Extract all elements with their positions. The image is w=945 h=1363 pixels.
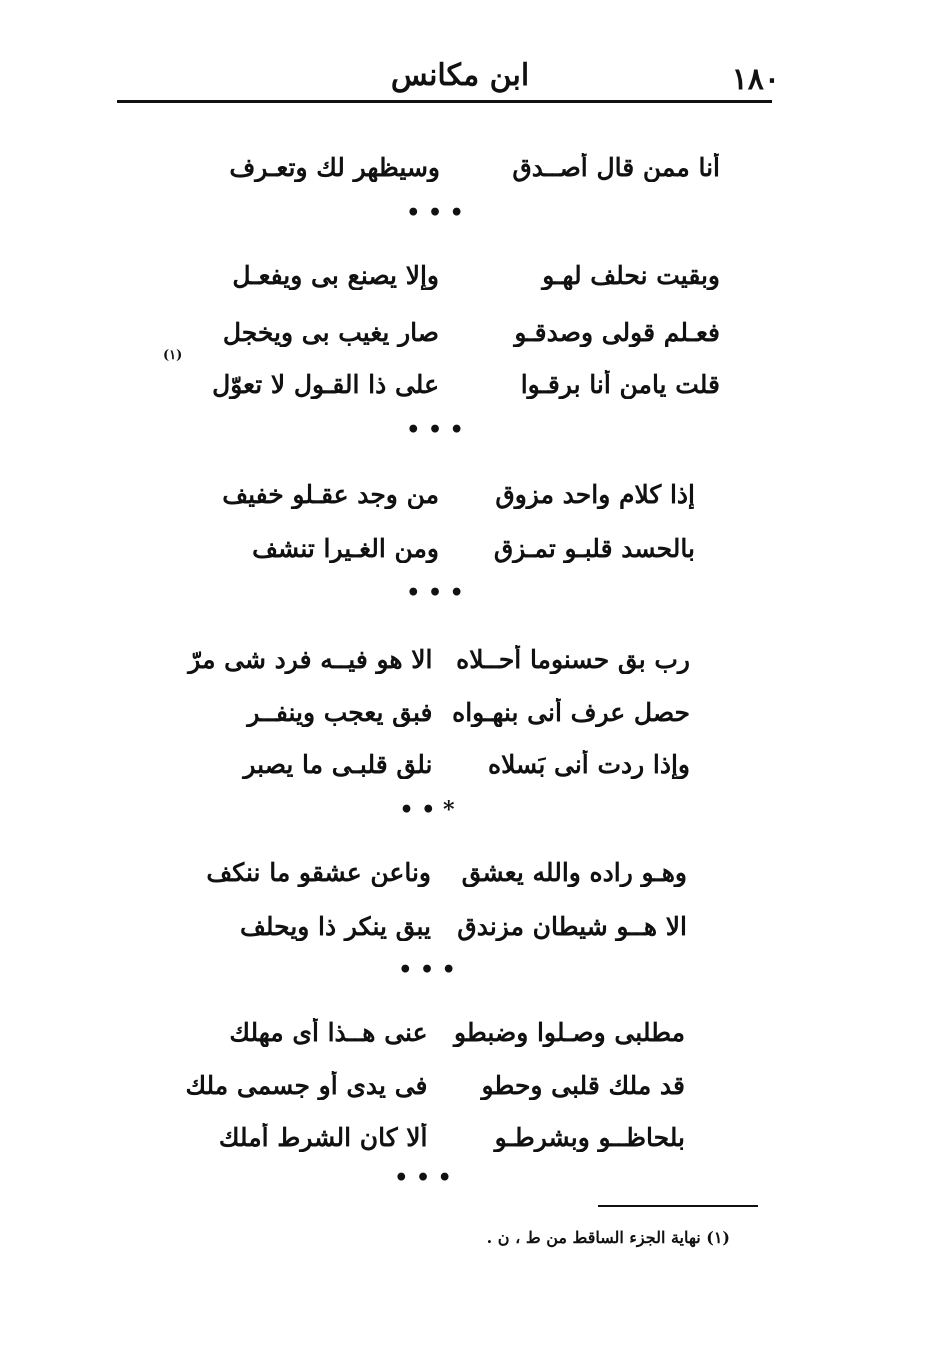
- stanza-separator: • • •: [394, 1165, 452, 1191]
- first-hemistich: بلحاظــو وبشرطـو: [494, 1122, 685, 1152]
- second-hemistich: ومن الغـيرا تنشف: [252, 533, 439, 563]
- first-hemistich: وإذا ردت أنى بَسلاه: [488, 749, 690, 779]
- second-hemistich: وإلا يصنع بى ويفعـل: [232, 260, 439, 290]
- first-hemistich: وبقيت نحلف لهـو: [542, 260, 720, 290]
- second-hemistich: فى يدى أو جسمى ملك: [185, 1070, 428, 1100]
- first-hemistich: فعـلم قولى وصدقـو: [514, 317, 720, 347]
- verse-line: [160, 145, 720, 189]
- second-hemistich: من وجد عقـلو خفيف: [222, 479, 439, 509]
- first-hemistich: حصل عرف أنى بنهـواه: [452, 697, 690, 727]
- second-hemistich: وناعن عشقو ما ننكف: [206, 857, 431, 887]
- stanza-separator: • • •: [406, 200, 464, 226]
- stanza-separator: • • •: [406, 580, 464, 606]
- second-hemistich: يبق ينكر ذا ويحلف: [240, 911, 431, 941]
- verse-line: [175, 850, 687, 894]
- second-hemistich: عنى هــذا أى مهلك: [229, 1017, 428, 1047]
- second-hemistich: نلق قلبـى ما يصبر: [243, 749, 433, 779]
- running-title: ابن مكانس: [390, 58, 530, 93]
- stanza-separator: • • •: [398, 957, 456, 983]
- verse-line: [183, 526, 695, 570]
- first-hemistich: أنا ممن قال أصــدق: [512, 152, 720, 182]
- verse-line: [170, 1063, 685, 1107]
- first-hemistich: وهـو راده والله يعشق: [461, 857, 687, 887]
- header-rule: [117, 100, 772, 103]
- verse-line: [175, 690, 690, 734]
- verse-line: [158, 253, 720, 297]
- stanza-separator: • • •: [406, 417, 464, 443]
- verse-line: [158, 362, 720, 406]
- second-hemistich: فبق يعجب وينفــر: [247, 697, 433, 727]
- verse-line: [170, 1115, 685, 1159]
- second-hemistich: وسيظهر لك وتعـرف: [229, 152, 440, 182]
- second-hemistich: صار يغيب بى ويخجل: [222, 317, 439, 347]
- footnote-reference: (١): [163, 348, 183, 363]
- first-hemistich: مطلبى وصـلوا وضبطو: [454, 1017, 685, 1047]
- first-hemistich: إذا كلام واحد مزوق: [495, 479, 695, 509]
- first-hemistich: قلت يامن أنا برقـوا: [520, 369, 720, 399]
- verse-line: [175, 742, 690, 786]
- page-number: ١٨٠: [731, 62, 780, 97]
- first-hemistich: قد ملك قلبى وحطو: [481, 1070, 685, 1100]
- verse-line: [158, 310, 720, 354]
- second-hemistich: ألا كان الشرط أملك: [218, 1122, 428, 1152]
- verse-line: [175, 637, 690, 681]
- footnote: (١) نهاية الجزء الساقط من ط ، ن .: [486, 1228, 730, 1247]
- verse-line: [183, 472, 695, 516]
- verse-line: [175, 904, 687, 948]
- stanza-separator: • • *: [399, 797, 455, 823]
- second-hemistich: على ذا القـول لا تعوّل: [212, 369, 439, 399]
- verse-line: [170, 1010, 685, 1054]
- first-hemistich: رب بق حسنوما أحــلاه: [456, 644, 690, 674]
- first-hemistich: الا هــو شيطان مزندق: [457, 911, 687, 941]
- first-hemistich: بالحسد قلبـو تمـزق: [493, 533, 695, 563]
- footnote-rule: [598, 1205, 758, 1207]
- second-hemistich: الا هو فيــه فرد شى مرّ: [188, 644, 433, 674]
